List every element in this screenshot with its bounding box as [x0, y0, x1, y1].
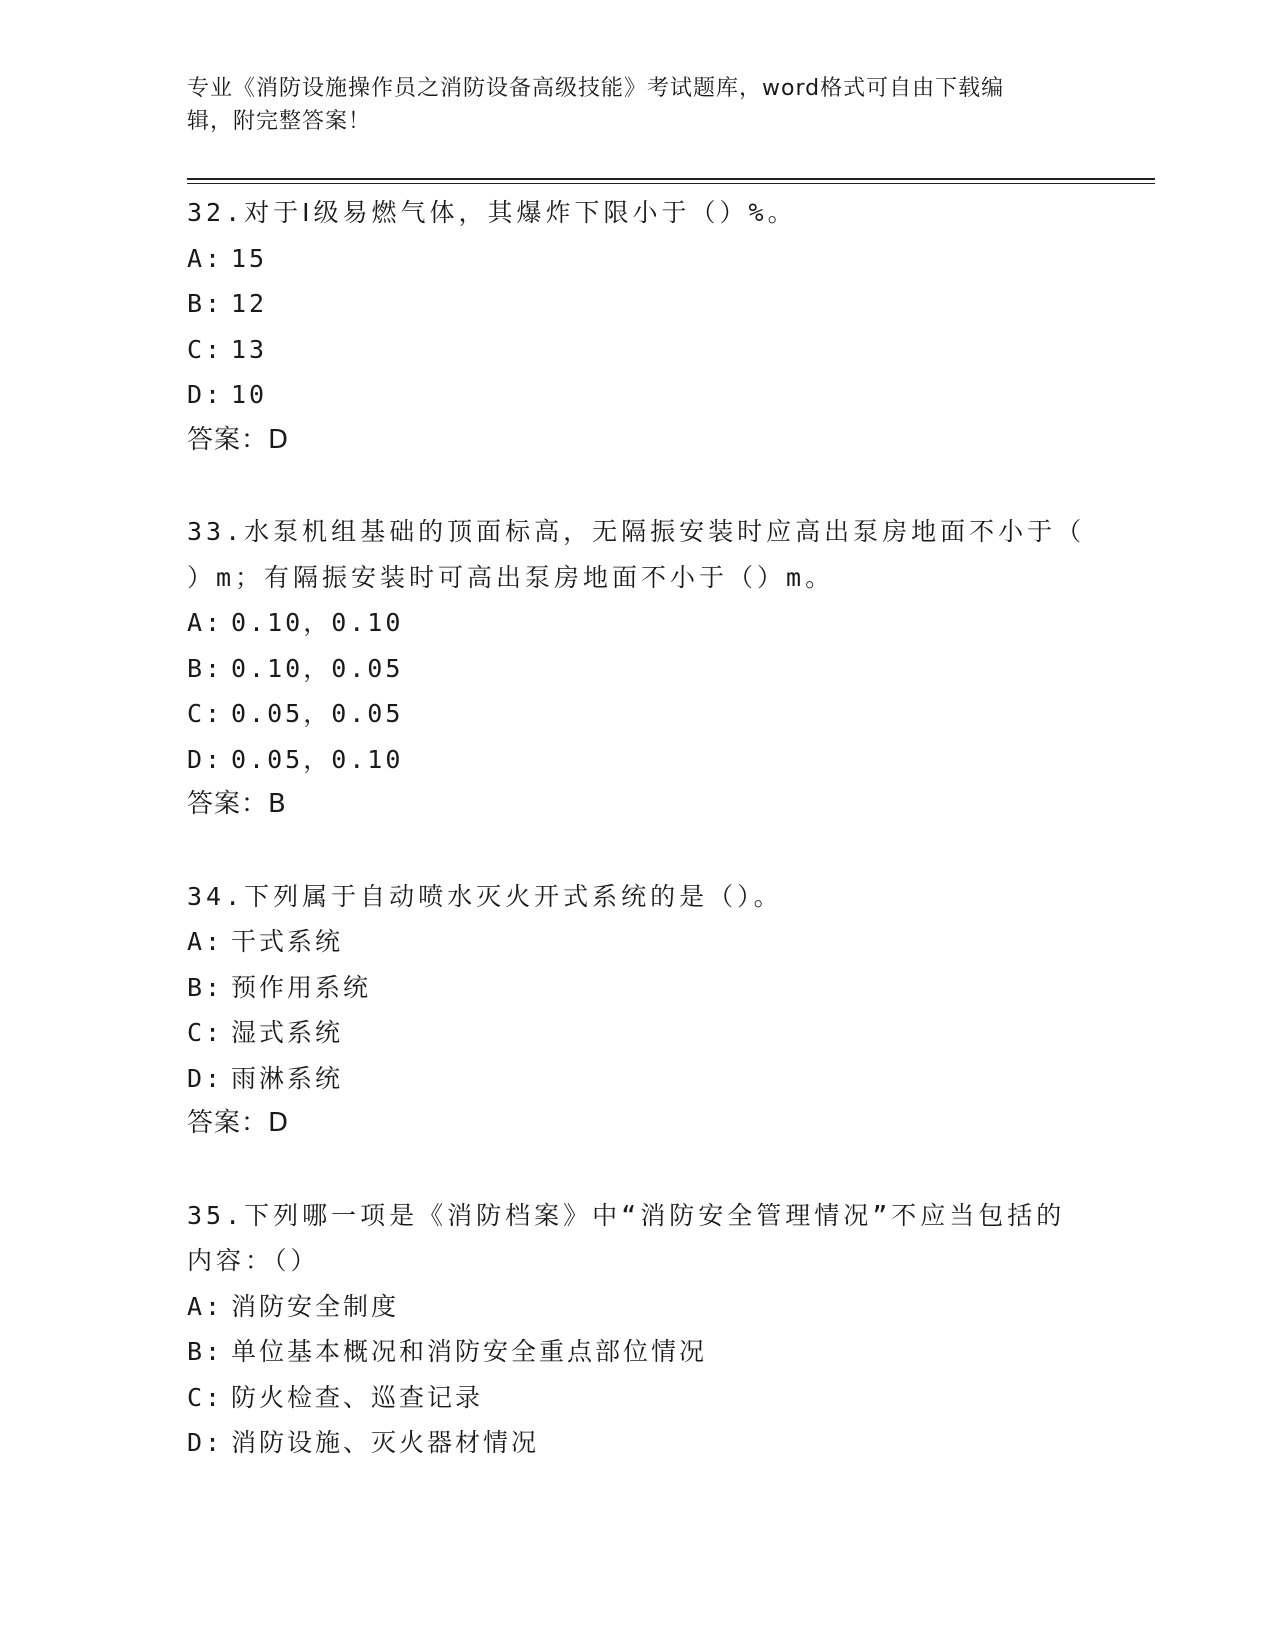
option-letter: A: — [187, 243, 224, 273]
option-text: 0.10，0.10 — [231, 608, 404, 637]
option-c — [187, 1010, 1087, 1056]
option-text: 湿式系统 — [231, 1018, 344, 1047]
option-d — [187, 1056, 1087, 1102]
option-b — [187, 281, 1087, 327]
option-text: 0.10，0.05 — [231, 653, 404, 683]
option-text: 0.05，0.10 — [231, 744, 404, 774]
question-34 — [187, 874, 1087, 1147]
question-stem: 32.对于Ⅰ级易燃气体，其爆炸下限小于（）%。 — [187, 198, 797, 227]
question-35 — [187, 1193, 1087, 1466]
option-letter: A: — [187, 927, 224, 956]
option-a — [187, 919, 1087, 965]
answer-line: 答案：D — [187, 1108, 290, 1138]
option-text: 12 — [231, 289, 268, 318]
option-a — [187, 236, 1087, 282]
question-list — [187, 190, 1087, 1512]
option-b — [187, 1329, 1087, 1375]
option-letter: B: — [187, 972, 224, 1002]
option-b — [187, 965, 1087, 1011]
option-text: 10 — [231, 380, 268, 409]
option-text: 0.05，0.05 — [231, 699, 404, 728]
option-letter: A: — [187, 1291, 224, 1321]
option-letter: A: — [187, 608, 224, 637]
option-text: 15 — [231, 243, 268, 273]
option-text: 干式系统 — [231, 927, 344, 956]
option-text: 雨淋系统 — [231, 1063, 344, 1093]
option-text: 消防安全制度 — [231, 1291, 400, 1321]
header-line-2: 辑，附完整答案！ — [187, 109, 372, 134]
question-33 — [187, 509, 1087, 828]
question-stem: 34.下列属于自动喷水灭火开式系统的是（）。 — [187, 881, 783, 911]
option-a — [187, 600, 1087, 646]
header-line-1: 专业《消防设施操作员之消防设备高级技能》考试题库，word格式可自由下载编 — [187, 76, 1005, 101]
option-c — [187, 327, 1087, 373]
option-text: 预作用系统 — [231, 972, 372, 1002]
option-a — [187, 1284, 1087, 1330]
option-text: 单位基本概况和消防安全重点部位情况 — [231, 1337, 708, 1366]
question-stem: 35.下列哪一项是《消防档案》中“消防安全管理情况”不应当包括的 内容：（） — [187, 1200, 1066, 1275]
option-d — [187, 1420, 1087, 1466]
option-letter: D: — [187, 1063, 224, 1093]
option-letter: D: — [187, 380, 224, 409]
option-letter: C: — [187, 699, 224, 728]
option-text: 消防设施、灭火器材情况 — [231, 1428, 540, 1457]
header-divider-thin — [187, 183, 1155, 184]
option-d — [187, 737, 1087, 783]
answer-line: 答案：D — [187, 424, 290, 455]
option-c — [187, 691, 1087, 737]
option-text: 13 — [231, 334, 268, 364]
option-b — [187, 646, 1087, 692]
option-d — [187, 372, 1087, 418]
option-text: 防火检查、巡查记录 — [231, 1382, 484, 1412]
header-divider-thick — [187, 178, 1155, 180]
option-c — [187, 1375, 1087, 1421]
option-letter: D: — [187, 1428, 224, 1457]
option-letter: B: — [187, 653, 224, 683]
option-letter: C: — [187, 334, 224, 364]
option-letter: B: — [187, 289, 224, 318]
option-letter: B: — [187, 1337, 224, 1366]
option-letter: D: — [187, 744, 224, 774]
question-stem: 33.水泵机组基础的顶面标高，无隔振安装时应高出泵房地面不小于（ ）m；有隔振安装时可高出泵房地面不小于（）m。 — [187, 517, 1086, 592]
option-letter: C: — [187, 1382, 224, 1412]
option-letter: C: — [187, 1018, 224, 1047]
answer-line: 答案：B — [187, 789, 287, 819]
document-header — [187, 72, 1067, 138]
question-32 — [187, 190, 1087, 463]
